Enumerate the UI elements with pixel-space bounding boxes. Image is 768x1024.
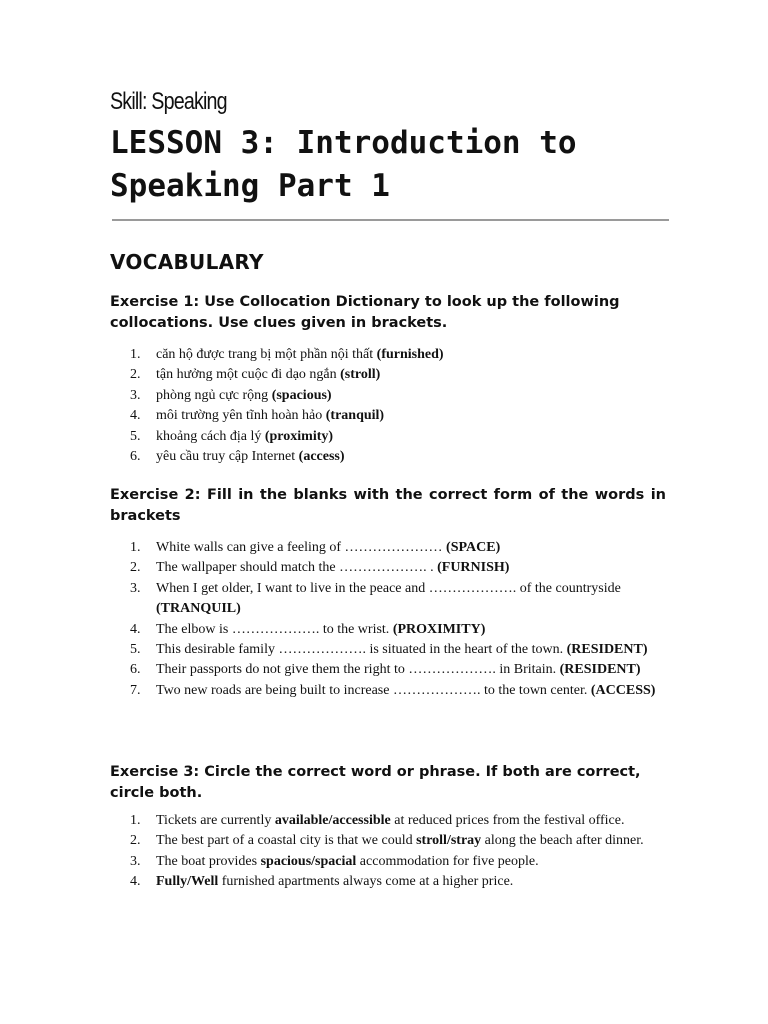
list-item-text: phòng ngủ cực rộng [156,387,272,403]
exercise-3-list [110,811,676,893]
exercise-2-heading: Exercise 2: Fill in the blanks with the correct form of the words in brackets [110,487,666,524]
list-item-text: at reduced prices from the festival office. [390,813,625,828]
list-item [110,852,676,872]
list-item-text: furnished apartments always come at a higher price. [218,874,514,890]
section-title: VOCABULARY [110,250,264,274]
list-item-number: 1. [130,347,141,362]
list-item-text: The wallpaper should match the ………………. . [156,560,438,576]
list-item-number: 4. [130,621,141,637]
list-item-keyword: (stroll) [340,367,381,383]
list-item-text: White walls can give a feeling of ………………… [156,540,447,555]
list-item-keyword: Fully/Well [156,874,219,890]
list-item-number: 1. [130,540,141,555]
list-item-keyword: (RESIDENT) [566,642,648,658]
list-item-keyword: stroll/stray [416,833,482,849]
list-item [110,872,676,892]
list-item [110,681,676,701]
list-item [110,579,676,620]
list-item-text: The elbow is ………………. to the wrist. [156,621,393,637]
skill-label: Skill: Speaking [110,88,227,115]
list-item-number: 2. [130,560,141,576]
list-item-text: along the beach after dinner. [481,833,644,849]
list-item-keyword: (RESIDENT) [559,662,641,678]
list-item [110,365,676,385]
list-item [110,345,676,365]
list-item-number: 6. [130,449,141,465]
list-item-keyword: (access) [298,449,345,465]
list-item-number: 3. [130,387,141,403]
list-item-number: 1. [130,813,141,828]
list-item [110,620,676,640]
list-item-text: accommodation for five people. [356,853,539,869]
list-item-keyword: (tranquil) [325,408,385,424]
list-item [110,558,676,578]
list-item-text: căn hộ được trang bị một phần nội thất [156,347,377,362]
list-item [110,406,676,426]
list-item-keyword: (furnished) [376,347,444,362]
list-item-keyword: spacious/spacial [260,853,357,869]
list-item-keyword: (PROXIMITY) [392,621,486,637]
list-item [110,427,676,447]
list-item [110,660,676,680]
list-item-number: 4. [130,874,141,890]
list-item-text: The boat provides [156,853,261,869]
exercise-1-list [110,345,676,467]
list-item-keyword: (ACCESS) [590,682,656,698]
list-item [110,386,676,406]
list-item [110,831,676,851]
exercise-2-list [110,538,676,701]
list-item-keyword: (proximity) [264,428,334,444]
list-item-text: When I get older, I want to live in the peace and ………………. of the countryside [156,580,621,596]
list-item-text: tận hưởng một cuộc đi dạo ngắn [156,367,341,383]
list-item [110,811,676,831]
list-item-text: yêu cầu truy cập Internet [156,449,299,465]
list-item-number: 6. [130,662,141,678]
list-item-text: môi trường yên tĩnh hoàn hảo [156,408,326,424]
exercise-3-heading: Exercise 3: Circle the correct word or phrase. If both are correct, circle both. [110,764,641,801]
list-item-number: 5. [130,642,141,658]
list-item-number: 4. [130,408,141,424]
list-item-number: 2. [130,367,141,383]
list-item-keyword: (SPACE) [446,540,501,555]
list-item-text: The best part of a coastal city is that we could [156,833,417,849]
title-divider [112,219,669,221]
list-item-number: 3. [130,580,141,596]
exercise-1-heading: Exercise 1: Use Collocation Dictionary to look up the following collocations. Use clues given in brackets. [110,294,620,331]
list-item-text: Tickets are currently [156,813,275,828]
list-item-keyword: available/accessible [274,813,391,828]
list-item-keyword: (FURNISH) [437,560,510,576]
list-item-number: 5. [130,428,141,444]
list-item [110,538,676,558]
list-item-number: 3. [130,853,141,869]
list-item-text: Their passports do not give them the right to ………………. in Britain. [156,662,560,678]
list-item [110,447,676,467]
list-item-keyword: (TRANQUIL) [156,601,241,617]
list-item-number: 7. [130,682,141,698]
list-item [110,640,676,660]
list-item-keyword: (spacious) [271,387,332,403]
list-item-text: khoảng cách địa lý [156,428,265,444]
lesson-title: LESSON 3: Introduction to Speaking Part 1 [110,125,577,204]
list-item-number: 2. [130,833,141,849]
list-item-text: This desirable family ………………. is situated in the heart of the town. [156,642,567,658]
list-item-text: Two new roads are being built to increase ………………. to the town center. [156,682,591,698]
